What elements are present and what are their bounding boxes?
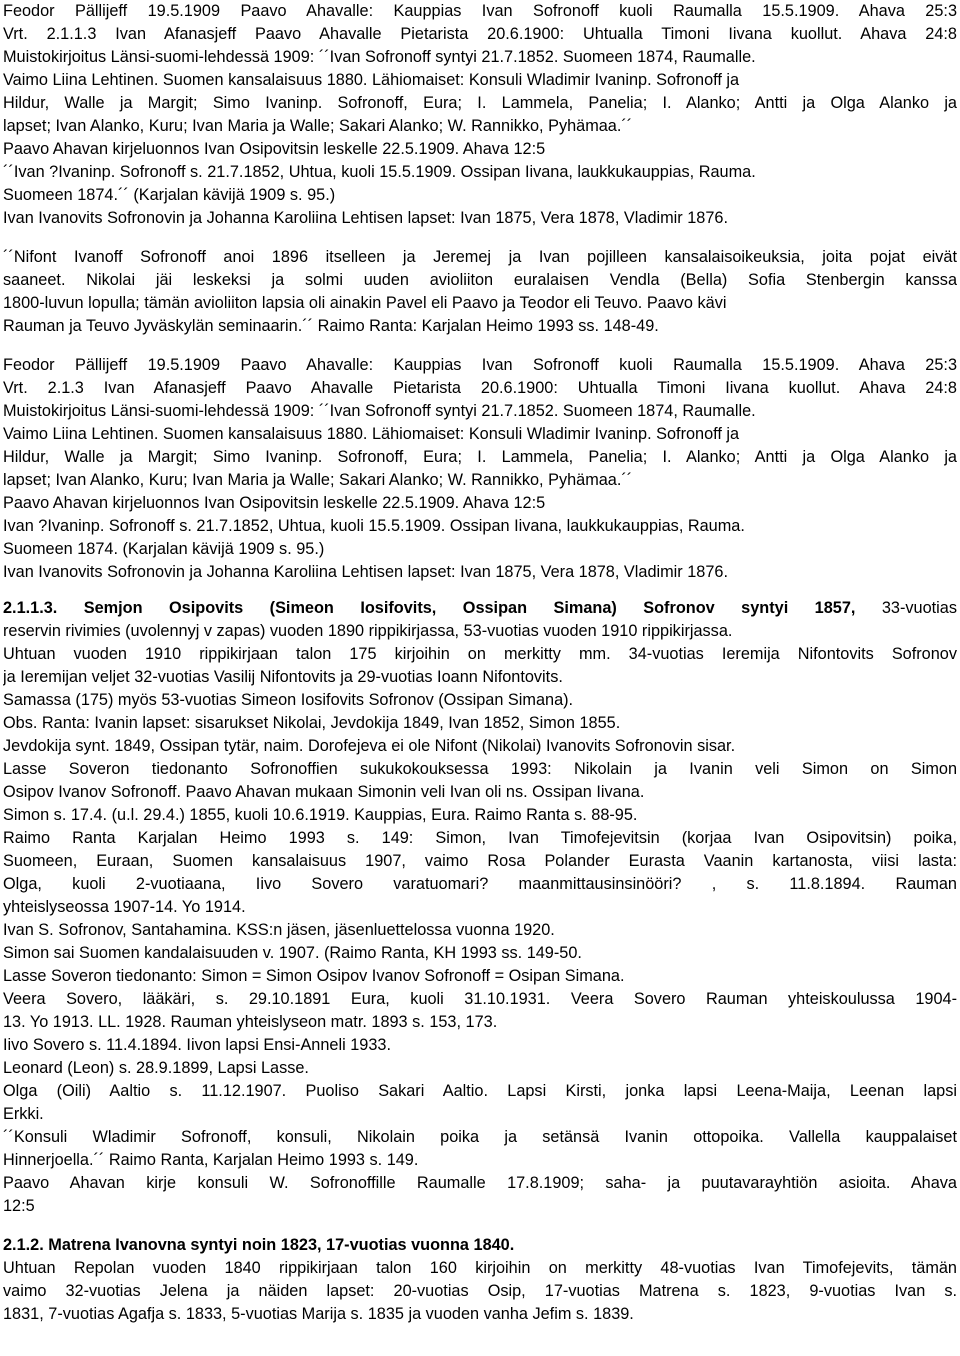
paragraph-gap xyxy=(3,1218,957,1234)
text-line: Vrt. 2.1.3 Ivan Afanasjeff Paavo Ahavalle Pietarista 20.6.1900: Uhtualla Timoni Iivana kuollut. Ahava 24:8 xyxy=(3,379,957,397)
text-line: Vaimo Liina Lehtinen. Suomen kansalaisuus 1880. Lähiomaiset: Konsuli Wladimir Ivaninp. Sofronoff ja xyxy=(3,71,740,89)
text-line: Paavo Ahavan kirjeluonnos Ivan Osipovitsin leskelle 22.5.1909. Ahava 12:5 xyxy=(3,140,546,158)
text-line: vaimo 32-vuotias Jelena ja näiden lapset: 20-vuotias Osip, 17-vuotias Matrena s. 1823, 9-vuotias Ivan s. xyxy=(3,1282,957,1300)
paragraph xyxy=(3,1234,957,1326)
text-line: saaneet. Nikolai jäi leskeksi ja solmi uuden avioliiton euralaisen Vendla (Bella) Sofia Stenbergin kanssa xyxy=(3,271,957,289)
text-line: Paavo Ahavan kirjeluonnos Ivan Osipovitsin leskelle 22.5.1909. Ahava 12:5 xyxy=(3,494,546,512)
text-line: Simon s. 17.4. (u.l. 29.4.) 1855, kuoli 10.6.1919. Kauppias, Eura. Raimo Ranta s. 88-95. xyxy=(3,806,638,824)
text-line: ´´Nifont Ivanoff Sofronoff anoi 1896 itselleen ja Jeremej ja Ivan pojilleen kansalaisoikeuksia, joita pojat eivät xyxy=(3,248,957,266)
text-line: Hildur, Walle ja Margit; Simo Ivaninp. Sofronoff, Eura; I. Lammela, Panelia; I. Alanko; Antti ja Olga Alanko ja xyxy=(3,448,957,466)
text-line: lapset; Ivan Alanko, Kuru; Ivan Maria ja Walle; Sakari Alanko; W. Rannikko, Pyhämaa.´´ xyxy=(3,471,633,489)
text-line: Lasse Soveron tiedonanto Sofronoffien sukukokouksessa 1993: Nikolain ja Ivanin veli Simon on Simon xyxy=(3,760,957,778)
text-line: Simon sai Suomen kandalaisuuden v. 1907. (Raimo Ranta, KH 1993 ss. 149-50. xyxy=(3,944,582,962)
text-line: Jevdokija synt. 1849, Ossipan tytär, naim. Dorofejeva ei ole Nifont (Nikolai) Ivanovits Sofronovin sisar. xyxy=(3,737,736,755)
text-line: Raimo Ranta Karjalan Heimo 1993 s. 149: Simon, Ivan Timofejevitsin (korjaa Ivan Osipovitsin) poika, xyxy=(3,829,957,847)
text-line: Osipov Ivanov Sofronoff. Paavo Ahavan mukaan Simonin veli Ivan oli ns. Ossipan Iivana. xyxy=(3,783,645,801)
text-line: Ivan ?Ivaninp. Sofronoff s. 21.7.1852, Uhtua, kuoli 15.5.1909. Ossipan Iivana, laukkukauppias, Rauma. xyxy=(3,517,745,535)
text-line: yhteislyseossa 1907-14. Yo 1914. xyxy=(3,898,246,916)
paragraph-gap xyxy=(3,230,957,246)
paragraph xyxy=(3,597,957,1218)
section-heading: 2.1.1.3. Semjon Osipovits (Simeon Iosifovits, Ossipan Simana) Sofronov syntyi 1857, xyxy=(3,599,856,617)
text-line: Uhtuan vuoden 1910 rippikirjaan talon 175 kirjoihin on merkitty mm. 34-vuotias Ieremija Nifontovits Sofronov xyxy=(3,645,957,663)
paragraph-gap xyxy=(3,338,957,354)
text-line: reservin rivimies (uvolennyj v zapas) vuoden 1890 rippikirjassa, 53-vuotias vuoden 1910 rippikirjassa. xyxy=(3,622,733,640)
text-line xyxy=(3,1234,957,1257)
text-line: Paavo Ahavan kirje konsuli W. Sofronoffille Raumalle 17.8.1909; saha- ja puutavarayhtiön asioita. Ahava xyxy=(3,1174,957,1192)
text-line: Suomeen 1874.´´ (Karjalan kävijä 1909 s. 95.) xyxy=(3,186,336,204)
text-line: ´´Ivan ?Ivaninp. Sofronoff s. 21.7.1852, Uhtua, kuoli 15.5.1909. Ossipan Iivana, laukkukauppias, Rauma. xyxy=(3,163,756,181)
text-line: Hildur, Walle ja Margit; Simo Ivaninp. Sofronoff, Eura; I. Lammela, Panelia; I. Alanko; Antti ja Olga Alanko ja xyxy=(3,94,957,112)
paragraph xyxy=(3,246,957,338)
text-line: Ivan S. Sofronov, Santahamina. KSS:n jäsen, jäsenluettelossa vuonna 1920. xyxy=(3,921,555,939)
text-line: Uhtuan Repolan vuoden 1840 rippikirjaan talon 160 kirjoihin on merkitty 48-vuotias Ivan Timofejevits, tämän xyxy=(3,1259,957,1277)
text-line: ja Ieremijan veljet 32-vuotias Vasilij Nifontovits ja 29-vuotias Ioann Nifontovits. xyxy=(3,668,563,686)
text-line: 13. Yo 1913. LL. 1928. Rauman yhteislyseon matr. 1893 s. 153, 173. xyxy=(3,1013,498,1031)
text-line: Erkki. xyxy=(3,1105,44,1123)
text-line: Ivan Ivanovits Sofronovin ja Johanna Karoliina Lehtisen lapset: Ivan 1875, Vera 1878, Vladimir 1876. xyxy=(3,209,728,227)
text-line: Samassa (175) myös 53-vuotias Simeon Iosifovits Sofronov (Ossipan Simana). xyxy=(3,691,574,709)
text-line: Iivo Sovero s. 11.4.1894. Iivon lapsi Ensi-Anneli 1933. xyxy=(3,1036,391,1054)
text-line: Feodor Pällijeff 19.5.1909 Paavo Ahavalle: Kauppias Ivan Sofronoff kuoli Raumalla 15.5.1909. Ahava 25:3 xyxy=(3,2,957,20)
text-line: ´´Konsuli Wladimir Sofronoff, konsuli, Nikolain poika ja setänsä Ivanin ottopoika. Vallella kauppalaiset xyxy=(3,1128,957,1146)
section-heading: 2.1.2. Matrena Ivanovna syntyi noin 1823, 17-vuotias vuonna 1840. xyxy=(3,1236,515,1254)
text-line: Muistokirjoitus Länsi-suomi-lehdessä 1909: ´´Ivan Sofronoff syntyi 21.7.1852. Suomeen 1874, Raumalle. xyxy=(3,402,756,420)
heading-rest: 33-vuotias xyxy=(855,599,957,617)
text-line: Vrt. 2.1.1.3 Ivan Afanasjeff Paavo Ahavalle Pietarista 20.6.1900: Uhtualla Timoni Iivana kuollut. Ahava 24:8 xyxy=(3,25,957,43)
text-line: Suomeen 1874. (Karjalan kävijä 1909 s. 95.) xyxy=(3,540,325,558)
text-line: Leonard (Leon) s. 28.9.1899, Lapsi Lasse. xyxy=(3,1059,309,1077)
paragraph xyxy=(3,0,957,230)
text-line: Muistokirjoitus Länsi-suomi-lehdessä 1909: ´´Ivan Sofronoff syntyi 21.7.1852. Suomeen 1874, Raumalle. xyxy=(3,48,756,66)
text-line: Rauman ja Teuvo Jyväskylän seminaarin.´´ Raimo Ranta: Karjalan Heimo 1993 ss. 148-49. xyxy=(3,317,659,335)
text-line: Hinnerjoella.´´ Raimo Ranta, Karjalan Heimo 1993 s. 149. xyxy=(3,1151,419,1169)
text-line: Veera Sovero, lääkäri, s. 29.10.1891 Eura, kuoli 31.10.1931. Veera Sovero Rauman yhteiskoulussa 1904- xyxy=(3,990,957,1008)
text-line xyxy=(3,597,957,620)
text-line: Olga (Oili) Aaltio s. 11.12.1907. Puoliso Sakari Aaltio. Lapsi Kirsti, jonka lapsi Leena-Maija, Leenan lapsi xyxy=(3,1082,957,1100)
text-line: Feodor Pällijeff 19.5.1909 Paavo Ahavalle: Kauppias Ivan Sofronoff kuoli Raumalla 15.5.1909. Ahava 25:3 xyxy=(3,356,957,374)
text-line: Obs. Ranta: Ivanin lapset: sisarukset Nikolai, Jevdokija 1849, Ivan 1852, Simon 1855. xyxy=(3,714,621,732)
text-line: Olga, kuoli 2-vuotiaana, Iivo Sovero varatuomari? maanmittausinsinööri? , s. 11.8.1894. Rauman xyxy=(3,875,957,893)
text-line: lapset; Ivan Alanko, Kuru; Ivan Maria ja Walle; Sakari Alanko; W. Rannikko, Pyhämaa.´´ xyxy=(3,117,633,135)
text-line: Ivan Ivanovits Sofronovin ja Johanna Karoliina Lehtisen lapset: Ivan 1875, Vera 1878, Vladimir 1876. xyxy=(3,563,728,581)
text-line: Vaimo Liina Lehtinen. Suomen kansalaisuus 1880. Lähiomaiset: Konsuli Wladimir Ivaninp. Sofronoff ja xyxy=(3,425,740,443)
text-line: Lasse Soveron tiedonanto: Simon = Simon Osipov Ivanov Sofronoff = Osipan Simana. xyxy=(3,967,625,985)
text-line: 12:5 xyxy=(3,1197,35,1215)
text-line: 1831, 7-vuotias Agafja s. 1833, 5-vuotias Marija s. 1835 ja vuoden vanha Jefim s. 1839. xyxy=(3,1305,634,1323)
paragraph xyxy=(3,354,957,584)
paragraph-gap xyxy=(3,584,957,597)
text-line: Suomeen, Euraan, Suomen kansalaisuus 1907, vaimo Rosa Polander Eurasta Vaanin kartanosta, viisi lasta: xyxy=(3,852,957,870)
text-line: 1800-luvun lopulla; tämän avioliiton lapsia oli ainakin Pavel eli Paavo ja Teodor eli Teuvo. Paavo kävi xyxy=(3,294,727,312)
